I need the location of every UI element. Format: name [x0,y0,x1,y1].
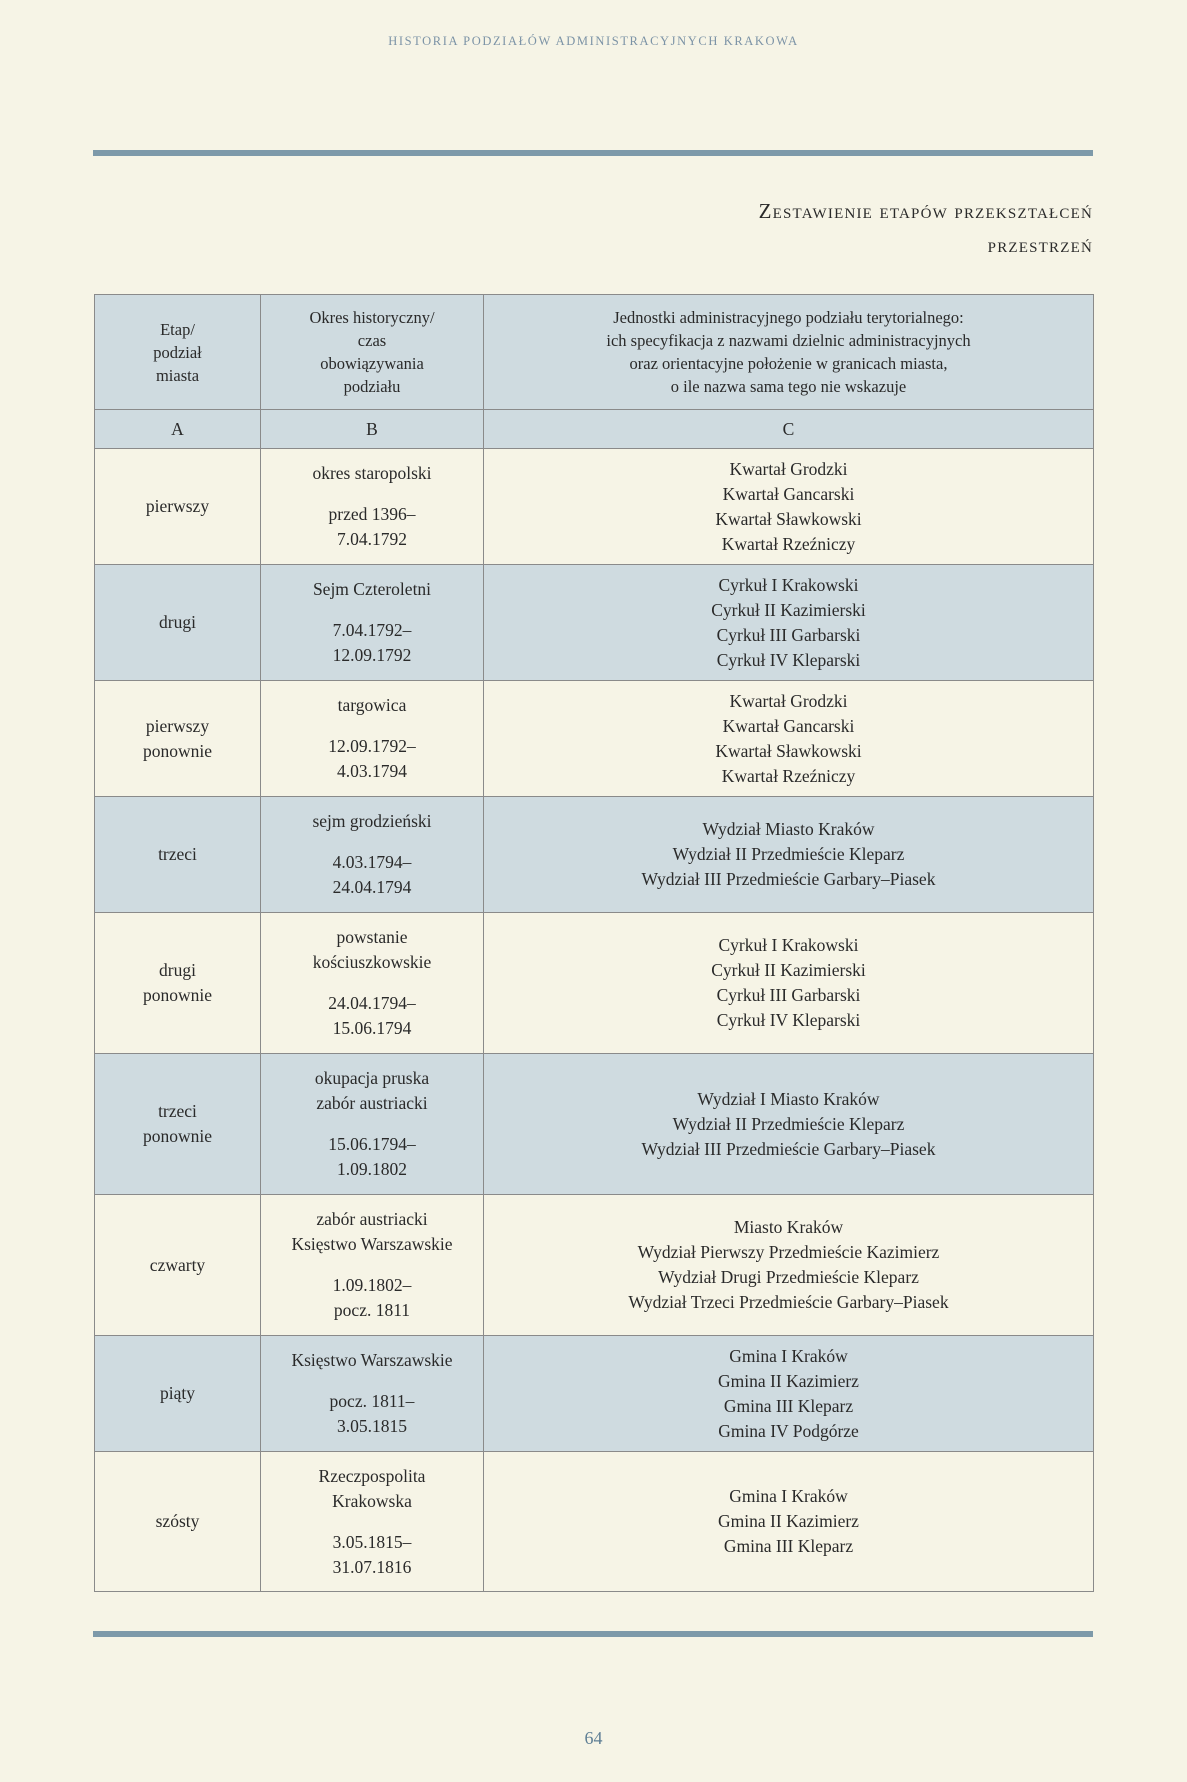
stage-label: czwarty [149,1254,206,1275]
running-head: HISTORIA PODZIAŁÓW ADMINISTRACYJNYCH KRAKOWA [388,34,799,48]
period-dates: 15.06.1794 [332,1018,412,1038]
unit-name: Gmina II Kazimierz [718,1370,859,1391]
period-spacer [267,1373,477,1389]
period-name: Sejm Czteroletni [312,579,432,599]
table-row [95,565,1094,681]
units-cell [484,913,1094,1054]
letter-c: C [484,410,1094,449]
header-stage-l1: Etap/ [160,319,195,339]
unit-name: Kwartał Grodzki [729,458,848,479]
unit-name: Wydział II Przedmieście Kleparz [672,1113,905,1134]
stage-label: piąty [160,1383,195,1403]
period-cell [261,797,484,913]
period-dates: pocz. 1811 [333,1300,411,1320]
period-dates: 12.09.1792 [332,645,412,665]
table-row [95,1054,1094,1195]
period-dates: przed 1396– [328,504,416,524]
period-name: powstanie [336,927,408,947]
period-cell [261,1336,484,1452]
period-dates: 1.09.1802– [332,1275,412,1295]
period-dates: 12.09.1792– [328,736,416,756]
unit-name: Kwartał Gancarski [722,715,855,736]
table-row [95,1336,1094,1452]
period-spacer [267,1514,477,1530]
stage-label: drugi [159,612,196,632]
table-row [95,1452,1094,1592]
header-stage-l2: podział [153,342,202,362]
unit-name: Gmina I Kraków [729,1345,848,1366]
unit-name: Wydział Trzeci Przedmieście Garbary–Piasek [628,1292,949,1312]
stage-label: trzeci [158,1101,197,1121]
period-cell [261,449,484,565]
period-name: zabór austriacki [316,1093,428,1113]
table-header-row [95,295,1094,410]
unit-name: Wydział I Miasto Kraków [697,1088,880,1109]
units-cell [484,449,1094,565]
period-spacer [267,602,477,618]
stage-label: ponownie [142,740,213,761]
period-name: Księstwo Warszawskie [291,1234,453,1254]
unit-name: Wydział Pierwszy Przedmieście Kazimierz [637,1242,940,1262]
unit-name: Wydział Miasto Kraków [702,819,875,839]
stage-cell [95,1195,261,1336]
period-cell [261,913,484,1054]
header-period-l1: Okres historyczny/ [309,308,435,327]
period-spacer [267,834,477,850]
unit-name: Cyrkuł II Kazimierski [711,599,866,620]
page-number: 64 [584,1728,603,1748]
period-name: sejm grodzieński [312,811,432,831]
stage-cell [95,449,261,565]
period-spacer [267,718,477,734]
stage-label: ponownie [142,985,213,1005]
header-period [261,295,484,410]
stage-cell [95,681,261,797]
units-cell [484,681,1094,797]
header-units-l2: ich specyfikacja z nazwami dzielnic administracyjnych [606,331,971,350]
stage-label: trzeci [158,844,197,864]
unit-name: Wydział III Przedmieście Garbary–Piasek [641,1138,936,1159]
units-cell [484,565,1094,681]
stage-cell [95,565,261,681]
header-period-l4: podziału [343,377,401,396]
unit-name: Cyrkuł IV Kleparski [716,1010,861,1030]
unit-name: Kwartał Rzeźniczy [721,765,856,786]
units-cell [484,1195,1094,1336]
period-name: Rzeczpospolita [318,1465,426,1486]
period-dates: pocz. 1811– [329,1391,415,1411]
header-units-l4: o ile nazwa sama tego nie wskazuje [670,377,907,396]
header-stage [95,295,261,410]
period-spacer [267,1116,477,1132]
period-dates: 7.04.1792– [332,620,412,640]
unit-name: Kwartał Sławkowski [715,740,862,761]
period-dates: 31.07.1816 [332,1556,412,1577]
period-cell [261,1452,484,1592]
stage-cell [95,1336,261,1452]
units-cell [484,1054,1094,1195]
unit-name: Wydział II Przedmieście Kleparz [672,844,905,864]
header-units [484,295,1094,410]
period-dates: 1.09.1802 [337,1159,407,1179]
period-name: okres staropolski [312,463,432,483]
period-dates: 4.03.1794 [337,761,407,781]
period-dates: 7.04.1792 [337,529,407,549]
bottom-rule [93,1631,1093,1637]
unit-name: Kwartał Grodzki [729,690,848,711]
table-row [95,681,1094,797]
units-cell [484,797,1094,913]
unit-name: Gmina II Kazimierz [718,1511,859,1531]
stages-table [94,294,1094,1592]
period-name: okupacja pruska [314,1068,430,1088]
stage-cell [95,797,261,913]
unit-name: Cyrkuł I Krakowski [718,574,859,595]
table-row [95,797,1094,913]
unit-name: Wydział Drugi Przedmieście Kleparz [658,1267,919,1287]
table-letters-row [95,410,1094,449]
table-row [95,913,1094,1054]
header-period-l2: czas [357,331,387,350]
unit-name: Cyrkuł I Krakowski [718,935,859,955]
unit-name: Gmina III Kleparz [723,1536,854,1556]
unit-name: Kwartał Gancarski [722,483,855,504]
period-spacer [267,1257,477,1273]
units-cell [484,1452,1094,1592]
header-units-l1: Jednostki administracyjnego podziału terytorialnego: [613,308,964,327]
period-dates: 3.05.1815– [332,1531,412,1552]
period-name: kościuszkowskie [312,952,432,972]
unit-name: Gmina IV Podgórze [718,1420,859,1441]
stage-label: ponownie [142,1126,213,1146]
period-cell [261,1195,484,1336]
section-title-line2: przestrzeń [987,233,1093,257]
stage-label: pierwszy [145,715,210,736]
period-name: Krakowska [332,1490,412,1511]
period-cell [261,681,484,797]
unit-name: Cyrkuł III Garbarski [716,624,861,645]
stage-label: szósty [155,1511,200,1531]
unit-name: Gmina I Kraków [729,1486,848,1506]
period-dates: 15.06.1794– [328,1134,416,1154]
unit-name: Wydział III Przedmieście Garbary–Piasek [641,869,936,889]
table-row [95,1195,1094,1336]
unit-name: Kwartał Rzeźniczy [721,533,856,554]
letter-a: A [95,410,261,449]
unit-name: Gmina III Kleparz [723,1395,854,1416]
period-spacer [267,975,477,991]
table-row [95,449,1094,565]
top-rule [93,150,1093,156]
units-cell [484,1336,1094,1452]
period-name: targowica [337,695,407,715]
unit-name: Cyrkuł IV Kleparski [716,649,861,670]
stage-cell [95,1054,261,1195]
stage-label: drugi [159,960,196,980]
header-stage-l3: miasta [155,365,200,385]
period-name: zabór austriacki [316,1209,428,1229]
period-dates: 24.04.1794– [328,993,416,1013]
section-title [393,194,1093,262]
unit-name: Miasto Kraków [733,1217,844,1237]
stage-label: pierwszy [145,496,210,516]
stage-cell [95,1452,261,1592]
letter-b: B [261,410,484,449]
period-dates: 24.04.1794 [332,877,412,897]
period-cell [261,1054,484,1195]
period-name: Księstwo Warszawskie [291,1350,453,1370]
unit-name: Cyrkuł II Kazimierski [711,960,866,980]
period-dates: 4.03.1794– [332,852,412,872]
stage-cell [95,913,261,1054]
period-dates: 3.05.1815 [337,1416,407,1436]
unit-name: Cyrkuł III Garbarski [716,985,861,1005]
section-title-line1: Zestawienie etapów przekształceń [758,199,1093,223]
period-spacer [267,486,477,502]
unit-name: Kwartał Sławkowski [715,508,862,529]
period-cell [261,565,484,681]
header-period-l3: obowiązywania [320,354,424,373]
header-units-l3: oraz orientacyjne położenie w granicach miasta, [629,354,948,373]
